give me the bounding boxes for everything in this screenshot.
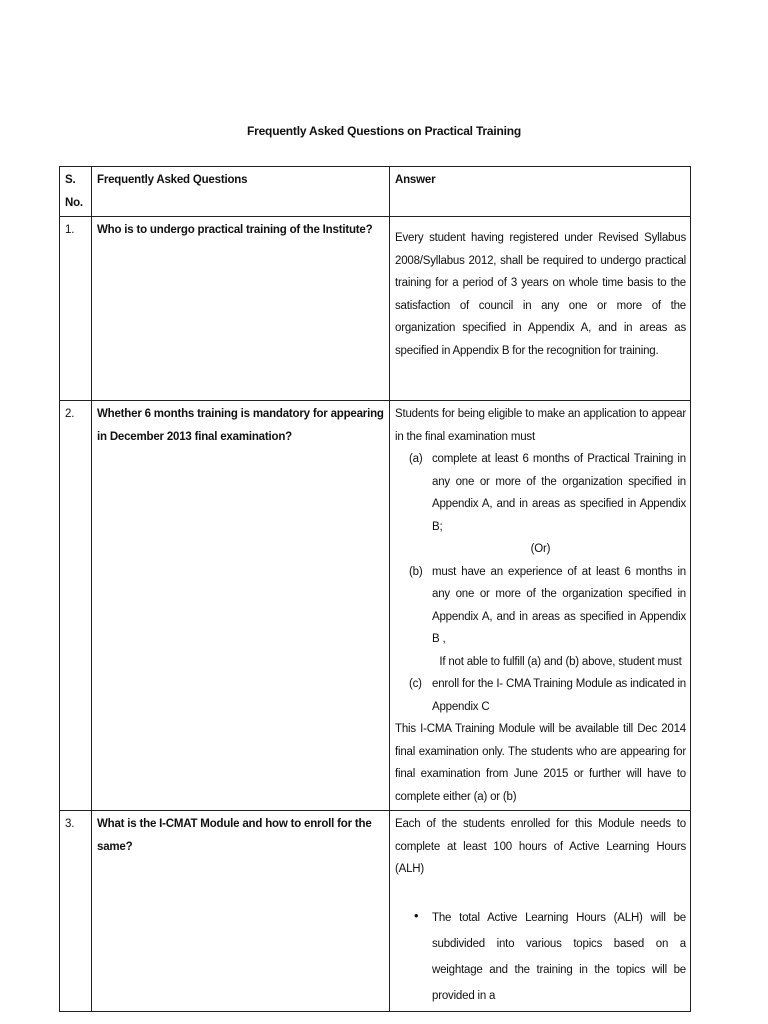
spacer (395, 881, 686, 905)
table-row (60, 401, 691, 811)
table-header-row (60, 167, 691, 217)
item-text: must have an experience of at least 6 months in any one or more of the organization specified in Appendix A, and in areas as specified in Appendix B , (432, 565, 686, 645)
answer-item (395, 561, 686, 651)
row-question: Whether 6 months training is mandatory for appearing in December 2013 final examination? (92, 401, 390, 811)
answer-outro: This I-CMA Training Module will be available till Dec 2014 final examination only. The students who are appearing for final examination from June 2015 or further will have to complete either (a) or (b) (395, 723, 686, 803)
row-question: Who is to undergo practical training of the Institute? (92, 217, 390, 401)
row-number: 1. (60, 217, 92, 401)
item-text: complete at least 6 months of Practical Training in any one or more of the organization specified in Appendix A, and in areas as specified in Appendix B; (432, 453, 686, 533)
list-item (395, 905, 686, 1009)
header-answer: Answer (390, 167, 691, 217)
row-question: What is the I-CMAT Module and how to enroll for the same? (92, 811, 390, 1012)
answer-intro: Students for being eligible to make an application to appear in the final examination must (395, 408, 686, 443)
header-sno: S. No. (60, 167, 92, 217)
if-not-note: If not able to fulfill (a) and (b) above, student must (439, 655, 682, 668)
answer-item (395, 448, 686, 538)
row-number: 3. (60, 811, 92, 1012)
faq-table (59, 166, 691, 1012)
document-title: Frequently Asked Questions on Practical Training (246, 124, 522, 138)
bullet-text: The total Active Learning Hours (ALH) will be subdivided into various topics based on a weightage and the training in the topics will be provided in a (432, 911, 686, 1002)
item-label: (c) (409, 678, 422, 690)
header-question: Frequently Asked Questions (92, 167, 390, 217)
bullet-icon: • (414, 907, 419, 923)
row-answer: Every student having registered under Revised Syllabus 2008/Syllabus 2012, shall be required to undergo practical training for a period of 3 years on whole time basis to the satisfaction of council in any one or more of the organization specified in Appendix A, and in areas as specified in Appendix B for the recognition for training. (390, 217, 691, 401)
row-answer (390, 811, 691, 1012)
table-row (60, 811, 691, 1012)
answer-item (395, 673, 686, 718)
or-separator: (Or) (530, 543, 551, 555)
table-row (60, 217, 691, 401)
row-number: 2. (60, 401, 92, 811)
item-label: (a) (409, 453, 423, 465)
item-text: enroll for the I- CMA Training Module as indicated in Appendix C (432, 678, 686, 713)
answer-bullet-list (395, 905, 686, 1009)
row-answer (390, 401, 691, 811)
item-label: (b) (409, 565, 423, 578)
answer-intro: Each of the students enrolled for this Module needs to complete at least 100 hours of Active Learning Hours (ALH) (395, 818, 686, 875)
